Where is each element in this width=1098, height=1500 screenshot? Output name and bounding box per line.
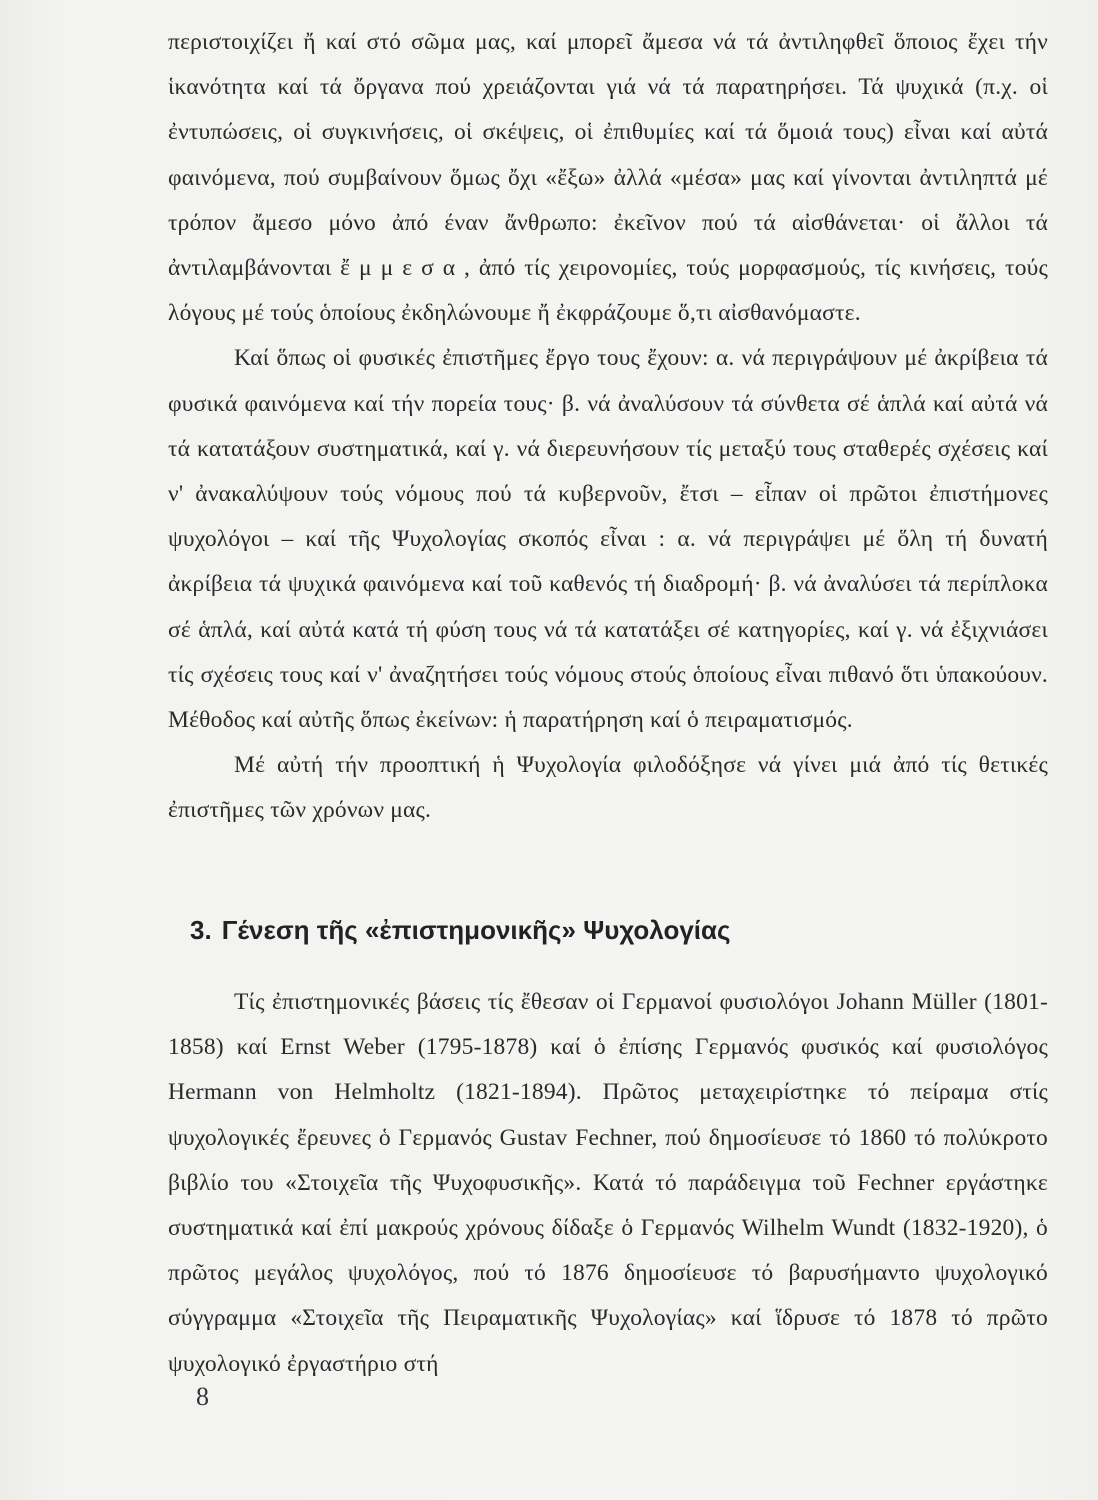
section-title: Γένεση τῆς «ἐπιστημονικῆς» Ψυχολογίας: [221, 915, 731, 945]
section-heading: [190, 910, 1050, 950]
section-number: 3.: [190, 915, 212, 945]
paragraph-continuation: περιστοιχίζει ἤ καί στό σῶμα μας, καί μπορεῖ ἄμεσα νά τά ἀντιληφθεῖ ὅποιος ἔχει τήν ἱκανότητα καί τά ὄργανα πού χρειάζονται γιά νά τά παρατηρήσει. Τά ψυχικά (π.χ. οἱ ἐντυπώσεις, οἱ συγκινήσεις, οἱ σκέψεις, οἱ ἐπιθυμίες καί τά ὅμοιά τους) εἶναι καί αὐτά φαινόμενα, πού συμβαίνουν ὅμως ὄχι «ἔξω» ἀλλά «μέσα» μας καί γίνονται ἀντιληπτά μέ τρόπον ἄμεσο μόνο ἀπό έναν ἄνθρωπο: ἐκεῖνον πού τά αἰσθάνεται· οἱ ἄλλοι τά ἀντιλαμβάνονται ἔ μ μ ε σ α , ἀπό τίς χειρονομίες, τούς μορφασμούς, τίς κινήσεις, τούς λόγους μέ τούς ὁποίους ἐκδηλώνουμε ἤ ἐκφράζουμε ὅ,τι αἰσθανόμαστε.: [168, 29, 1048, 327]
paragraph-scientific-foundations: Τίς ἐπιστημονικές βάσεις τίς ἔθεσαν οἱ Γερμανοί φυσιολόγοι Johann Müller (1801-1858) καί Ernst Weber (1795-1878) καί ὁ ἐπίσης Γερμανός φυσικός καί φυσιολόγος Hermann von Helmholtz (1821-1894). Πρῶτος μεταχειρίστηκε τό πείραμα στίς ψυχολογικές ἔρευνες ὁ Γερμανός Gustav Fechner, πού δημοσίευσε τό 1860 τό πολύκροτο βιβλίο του «Στοιχεῖα τῆς Ψυχοφυσικῆς». Κατά τό παράδειγμα τοῦ Fechner εργάστηκε συστηματικά καί ἐπί μακρούς χρόνους δίδαξε ὁ Γερμανός Wilhelm Wundt (1832-1920), ὁ πρῶτος μεγάλος ψυχολόγος, πού τό 1876 δημοσίευσε τό βαρυσήμαντο ψυχολογικό σύγγραμμα «Στοιχεῖα τῆς Πειραματικῆς Ψυχολογίας» καί ἵδρυσε τό 1878 τό πρῶτο ψυχολογικό ἐργαστήριο στή: [168, 989, 1048, 1377]
paragraph-sciences-comparison: Καί ὅπως οἱ φυσικές ἐπιστῆμες ἔργο τους ἔχουν: α. νά περιγράψουν μέ ἀκρίβεια τά φυσικά φαινόμενα καί τήν πορεία τους· β. νά ἀναλύσουν τά σύνθετα σέ ἁπλά καί αὐτά νά τά κατατάξουν συστηματικά, καί γ. νά διερευνήσουν τίς μεταξύ τους σταθερές σχέσεις καί ν' ἀνακαλύψουν τούς νόμους πού τά κυβερνοῦν, ἔτσι – εἶπαν οἱ πρῶτοι ἐπιστήμονες ψυχολόγοι – καί τῆς Ψυχολογίας σκοπός εἶναι : α. νά περιγράψει μέ ὅλη τή δυνατή ἀκρίβεια τά ψυχικά φαινόμενα καί τοῦ καθενός τή διαδρομή· β. νά ἀναλύσει τά περίπλοκα σέ ἁπλά, καί αὐτά κατά τή φύση τους νά τά κατατάξει σέ κατηγορίες, καί γ. νά ἐξιχνιάσει τίς σχέσεις τους καί ν' ἀναζητήσει τούς νόμους στούς ὁποίους εἶναι πιθανό ὅτι ὑπακούουν. Μέθοδος καί αὐτῆς ὅπως ἐκείνων: ἡ παρατήρηση καί ὁ πειραματισμός.: [168, 345, 1048, 734]
paragraph-positive-science: Μέ αὐτή τήν προοπτική ἡ Ψυχολογία φιλοδόξησε νά γίνει μιά ἀπό τίς θετικές ἐπιστῆμες τῶν χρόνων μας.: [168, 752, 1048, 824]
body-text-top: [168, 20, 1048, 834]
page-number: 8: [196, 1382, 209, 1411]
body-text-bottom: [168, 980, 1048, 1387]
